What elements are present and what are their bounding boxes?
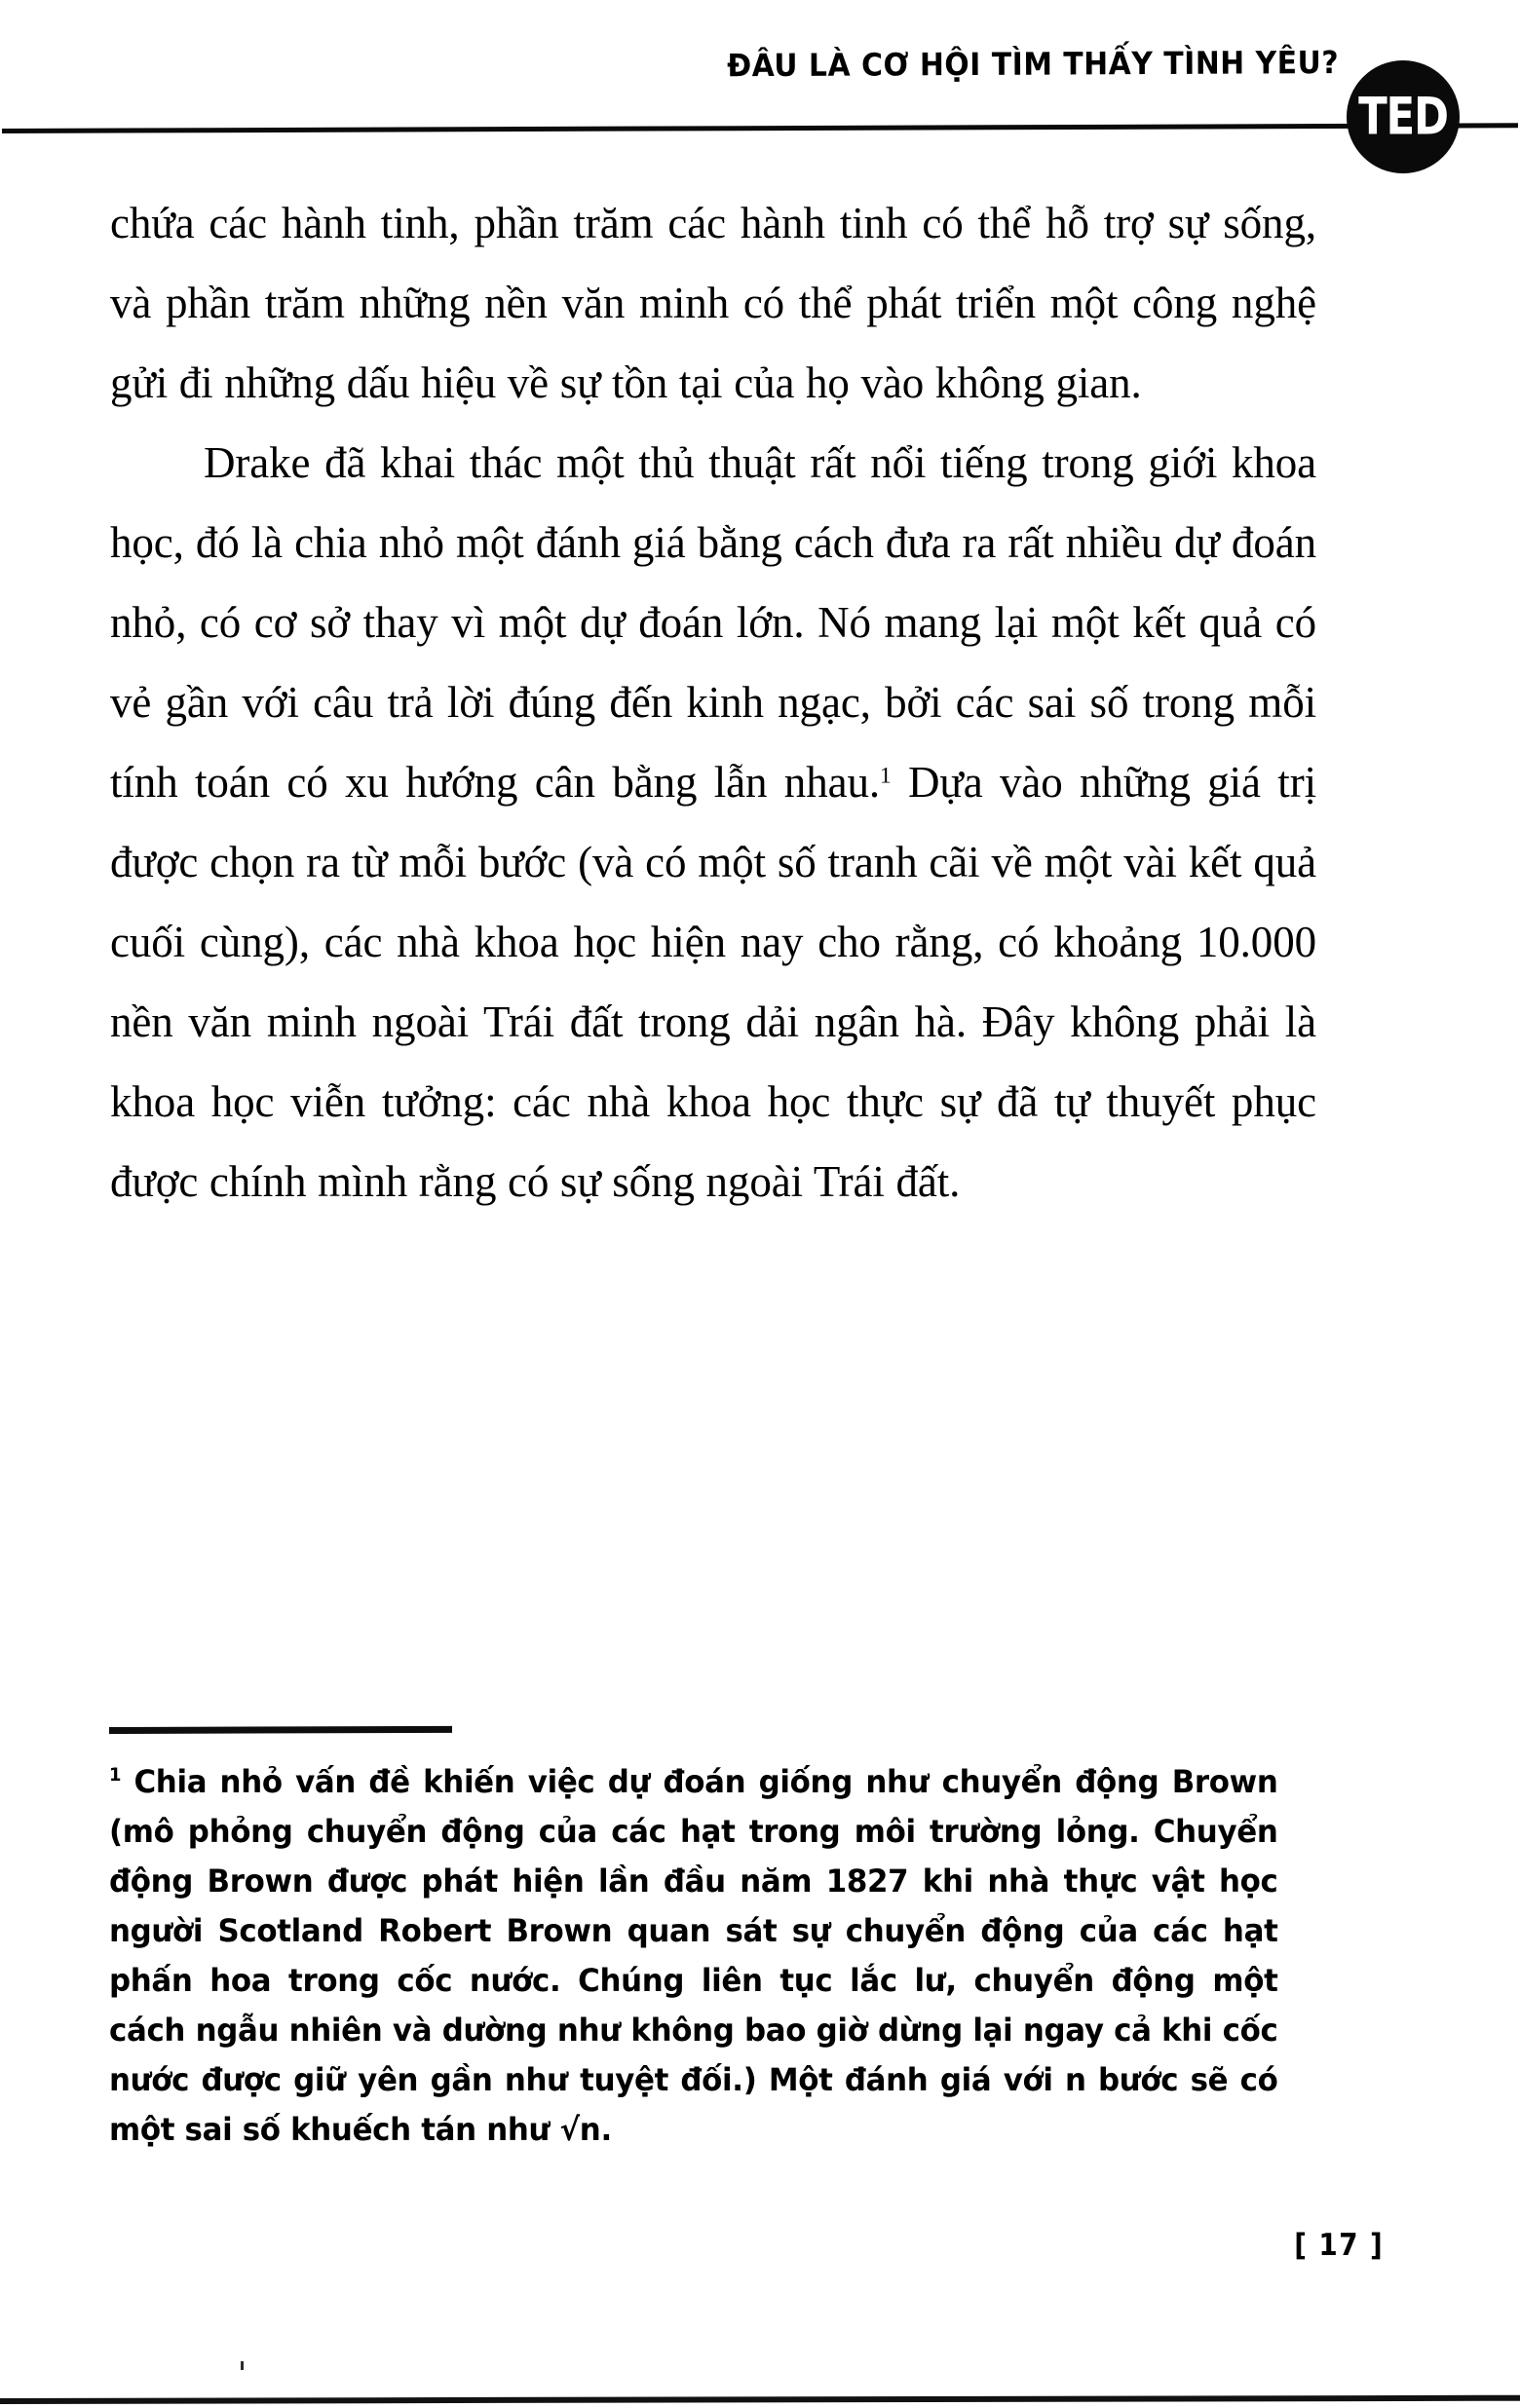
footnote-entry	[109, 1757, 1277, 2155]
body-copy	[110, 183, 1316, 1222]
header-divider-rule	[2, 123, 1518, 133]
body-paragraph	[110, 423, 1316, 1222]
footnote-block	[109, 1727, 1320, 2155]
ted-logo-icon	[1347, 60, 1460, 173]
footnote-separator-rule	[109, 1726, 452, 1734]
scan-artifact-speck	[241, 2361, 244, 2370]
ted-logo-text: TED	[1358, 87, 1448, 147]
scan-artifact-bottom-edge	[0, 2395, 1520, 2404]
running-head-title: ĐÂU LÀ CƠ HỘI TÌM THẤY TÌNH YÊU?	[726, 44, 1340, 85]
body-paragraph: chứa các hành tinh, phần trăm các hành tinh có thể hỗ trợ sự sống, và phần trăm những nền văn minh có thể phát triển một công nghệ gửi đi những dấu hiệu về sự tồn tại của họ vào không gian.	[110, 199, 1316, 407]
page-header	[0, 0, 1520, 170]
footnote-reference-marker[interactable]: 1	[880, 763, 892, 789]
footnote-body-text: Chia nhỏ vấn đề khiến việc dự đoán giống như chuyển động Brown (mô phỏng chuyển động của các hạt trong môi trường lỏng. Chuyển động Brown được phát hiện lần đầu năm 1827 khi nhà thực vật học người Scotland Robert Brown quan sát sự chuyển động của các hạt phấn hoa trong cốc nước. Chúng liên tục lắc lư, chuyển động một cách ngẫu nhiên và dường như không bao giờ dừng lại ngay cả khi cốc nước được giữ yên gần như tuyệt đối.) Một đánh giá với n bước sẽ có một sai số khuếch tán như	[109, 1763, 1278, 2148]
footnote-number-marker: 1	[109, 1764, 122, 1786]
page-number: [ 17 ]	[1294, 2228, 1384, 2263]
body-paragraph-text: Drake đã khai thác một thủ thuật rất nổi tiếng trong giới khoa học, đó là chia nhỏ một đánh giá bằng cách đưa ra rất nhiều dự đoán nhỏ, có cơ sở thay vì một dự đoán lớn. Nó mang lại một kết quả có vẻ gần với câu trả lời đúng đến kinh ngạc, bởi các sai số trong mỗi tính toán có xu hướng cân bằng lẫn nhau.	[110, 438, 1316, 807]
body-paragraph-text-continued: Dựa vào những giá trị được chọn ra từ mỗi bước (và có một số tranh cãi về một vài kết quả cuối cùng), các nhà khoa học hiện nay cho rằng, có khoảng 10.000 nền văn minh ngoài Trái đất trong dải ngân hà. Đây không phải là khoa học viễn tưởng: các nhà khoa học thực sự đã tự thuyết phục được chính mình rằng có sự sống ngoài Trái đất.	[110, 758, 1316, 1206]
footnote-radical-expression: √n.	[559, 2111, 612, 2148]
